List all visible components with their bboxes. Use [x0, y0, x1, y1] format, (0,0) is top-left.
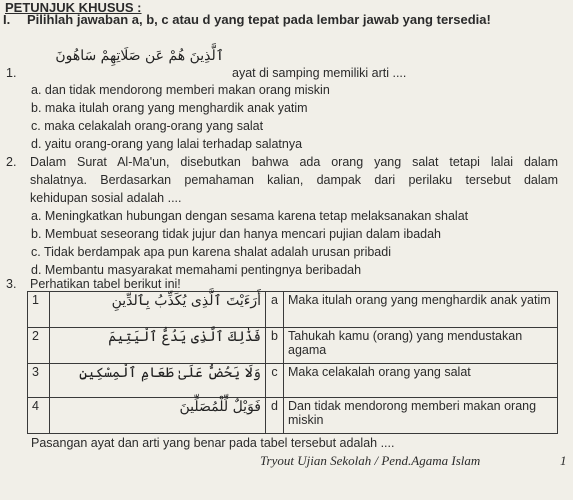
option-letter: c.	[31, 119, 41, 133]
question-3-number: 3.	[6, 277, 17, 291]
row-number: 2	[28, 328, 50, 364]
question-2-number: 2.	[6, 155, 17, 169]
question-2-option-d[interactable]	[31, 263, 361, 277]
row-meaning: Dan tidak mendorong memberi makan orang miskin	[284, 398, 558, 434]
row-arabic: فَوَيْلٌ لِّلْمُصَلِّينَ	[50, 398, 266, 434]
option-text: maka celakalah orang-orang yang salat	[44, 119, 264, 133]
question-2-stem-line-1: Dalam Surat Al-Ma'un, disebutkan bahwa ada orang yang salat tetapi lalai dalam	[30, 155, 558, 169]
option-letter: c.	[31, 245, 41, 259]
instruction	[3, 12, 491, 27]
row-number: 1	[28, 292, 50, 328]
question-2-stem-line-2: shalatnya. Berdasarkan pemahaman kalian, dampak dari perilaku tersebut dalam	[30, 173, 558, 187]
question-2-stem-line-3: kehidupan sosial adalah ....	[30, 191, 182, 205]
row-letter: c	[266, 364, 284, 398]
page-number: 1	[560, 453, 567, 468]
question-1-option-c[interactable]	[31, 119, 263, 133]
matching-table	[27, 291, 558, 434]
option-text: Membuat seseorang tidak jujur dan hanya mencari pujian dalam ibadah	[44, 227, 441, 241]
row-arabic: وَلَا يَحُضُّ عَلَىٰ طَعَامِ ٱلْمِسْكِينِ	[50, 364, 266, 398]
row-letter: d	[266, 398, 284, 434]
section-number: I.	[3, 12, 11, 27]
table-row	[28, 364, 558, 398]
row-letter: a	[266, 292, 284, 328]
option-text: yaitu orang-orang yang lalai terhadap salatnya	[44, 137, 303, 151]
option-text: dan tidak mendorong memberi makan orang miskin	[44, 83, 330, 97]
question-1-option-b[interactable]	[31, 101, 308, 115]
option-letter: d.	[31, 263, 42, 277]
table-row	[28, 398, 558, 434]
section-title: PETUNJUK KHUSUS :	[5, 0, 142, 15]
question-1-option-a[interactable]	[31, 83, 330, 97]
table-row	[28, 328, 558, 364]
option-letter: b.	[31, 101, 42, 115]
option-text: maka itulah orang yang menghardik anak yatim	[44, 101, 308, 115]
row-meaning: Maka celakalah orang yang salat	[284, 364, 558, 398]
option-text: Membantu masyarakat memahami pentingnya beribadah	[44, 263, 362, 277]
option-text: Tidak berdampak apa pun karena shalat adalah urusan pribadi	[43, 245, 391, 259]
question-1-number: 1.	[6, 66, 17, 80]
footer-label: Tryout Ujian Sekolah / Pend.Agama Islam	[260, 453, 481, 468]
row-number: 3	[28, 364, 50, 398]
question-1-stem: ayat di samping memiliki arti ....	[232, 66, 407, 80]
question-1-option-d[interactable]	[31, 137, 302, 151]
row-arabic: أَرَءَيْتَ ٱلَّذِى يُكَذِّبُ بِٱلدِّينِ	[50, 292, 266, 328]
question-2-option-a[interactable]	[31, 209, 468, 223]
question-2-option-c[interactable]	[31, 245, 391, 259]
question-1-arabic: ٱلَّذِينَ هُمْ عَن صَلَاتِهِمْ سَاهُونَ	[55, 48, 224, 64]
row-letter: b	[266, 328, 284, 364]
option-text: Meningkatkan hubungan dengan sesama karena tetap melaksanakan shalat	[44, 209, 469, 223]
instruction-text: Pilihlah jawaban a, b, c atau d yang tepat pada lembar jawab yang tersedia!	[27, 12, 491, 27]
option-letter: a.	[31, 83, 42, 97]
option-letter: d.	[31, 137, 42, 151]
question-3-followup: Pasangan ayat dan arti yang benar pada tabel tersebut adalah ....	[31, 436, 395, 450]
option-letter: b.	[31, 227, 42, 241]
row-meaning: Tahukah kamu (orang) yang mendustakan agama	[284, 328, 558, 364]
option-letter: a.	[31, 209, 42, 223]
question-3-stem: Perhatikan tabel berikut ini!	[30, 277, 181, 291]
row-arabic: فَذَٰلِكَ ٱلَّذِى يَدُعُّ ٱلْيَتِيمَ	[50, 328, 266, 364]
table-row	[28, 292, 558, 328]
question-2-option-b[interactable]	[31, 227, 441, 241]
row-number: 4	[28, 398, 50, 434]
row-meaning: Maka itulah orang yang menghardik anak yatim	[284, 292, 558, 328]
